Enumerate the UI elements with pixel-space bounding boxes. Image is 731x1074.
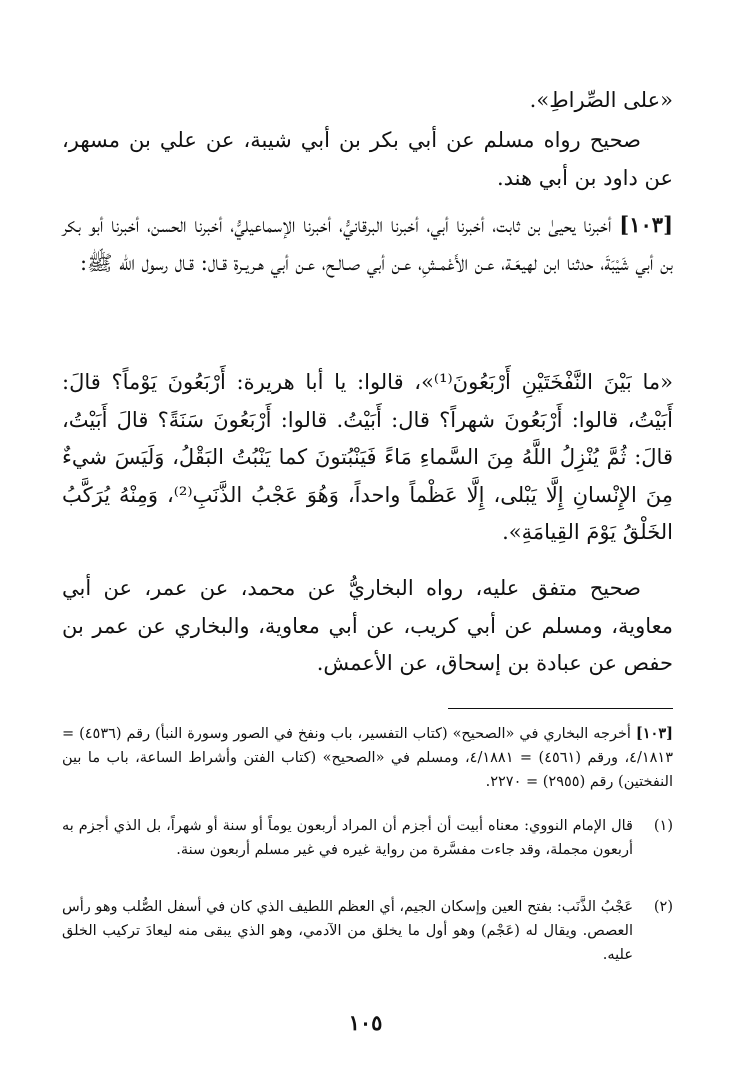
footnote-2-number: (٢): [653, 899, 673, 915]
isnad-paragraph: [62, 206, 673, 282]
sahih-note-2: صحيح متفق عليه، رواه البخاريُّ عن محمد، عن عمر، عن أبي معاوية، ومسلم عن أبي كريب، عن أبي معاوية، والبخاري عن عمر بن حفص عن عبادة بن إسحاق، عن الأعمش.: [62, 576, 673, 675]
footnote-2-text: عَجْبُ الذَّنَب: بفتح العين وإسكان الجيم، أي العظم اللطيف الذي كان في أسفل الصُّلب وهو رأس العصص. ويقال له (عَجْم) وهو أول ما يخلق من الآدمي، وهو الذي يبقى منه ليعادَ تركيب الخلق عليه.: [62, 899, 633, 963]
footnote-1-text: قال الإمام النووي: معناه أبيت أن أجزم أن المراد أربعون يوماً أو سنة أو شهراً، بل الذي أجزم به أربعون مجملة، وقد جاءت مفسَّرة من رواية غيره في غير مسلم أربعون سنة.: [62, 818, 633, 858]
matn-paragraph: «ما بَيْنَ النَّفْخَتَيْنِ أَرْبَعُونَ⁽¹⁾»، قالوا: يا أبا هريرة: أَرْبَعُونَ يَوْماً؟ قالَ: أَبَيْتُ، قالوا: أَرْبَعُونَ شهراً؟ قال: أَبَيْتُ. قالوا: أَرْبَعُونَ سَنَةً؟ قالَ أَبَيْتُ، قالَ: ثُمَّ يُنْزِلُ اللَّهُ مِنَ السَّماءِ مَاءً فَيَنْبُتونَ كما يَنْبُتُ البَقْلُ، وَلَيَسَ شيءٌ مِنَ الإِنْسانِ إِلَّا يَبْلى، إِلَّا عَظْماً واحداً، وَهُوَ عَجْبُ الذَّنَبِ⁽²⁾، وَمِنْهُ يُرَكَّبُ الخَلْقُ يَوْمَ القِيامَةِ».: [62, 370, 673, 544]
footnote-2: [62, 895, 673, 967]
footnote-1-number: (١): [653, 818, 673, 834]
isnad-text: أخبرنا يحيىٰ بن ثابت، أخبرنا أبي، أخبرنا البرقانيُّ، أخبرنا الإسماعيليُّ، أخبرنا الحسن، أخبرنا أبو بكر بن أبي شَيْبَةَ، حدثنا ابن لهيعَـة، عـن الأَعْمـشِ، عـن أبي صـالـح، عـن أبي هـريـرة قـال: قـال رسول الله ﷺ:: [62, 213, 673, 275]
footnote-source-number: [١٠٣]: [635, 725, 674, 742]
page-number: ١٠٥: [348, 1010, 383, 1035]
hadith-tail: «على الصِّراطِ».: [529, 88, 673, 112]
sahih-note-1: صحيح رواه مسلم عن أبي بكر بن أبي شيبة، عن علي بن مسهر، عن داود بن أبي هند.: [62, 128, 673, 190]
footnote-divider: [448, 708, 673, 709]
footnote-source-text: أخرجه البخاري في «الصحيح» (كتاب التفسير، باب ونفخ في الصور وسورة النبأ) رقم (٤٥٣٦) = ٤/١٨١٣، ورقم (٤٥٦١) = ٤/١٨٨١، ومسلم في «الصحيح» (كتاب الفتن وأشراط الساعة، باب ما بين النفختين) رقم (٢٩٥٥) = ٢٢٧٠.: [62, 726, 673, 790]
footnote-1: [62, 814, 673, 862]
hadith-number: [١٠٣]: [619, 212, 673, 237]
footnote-source: [62, 722, 673, 794]
